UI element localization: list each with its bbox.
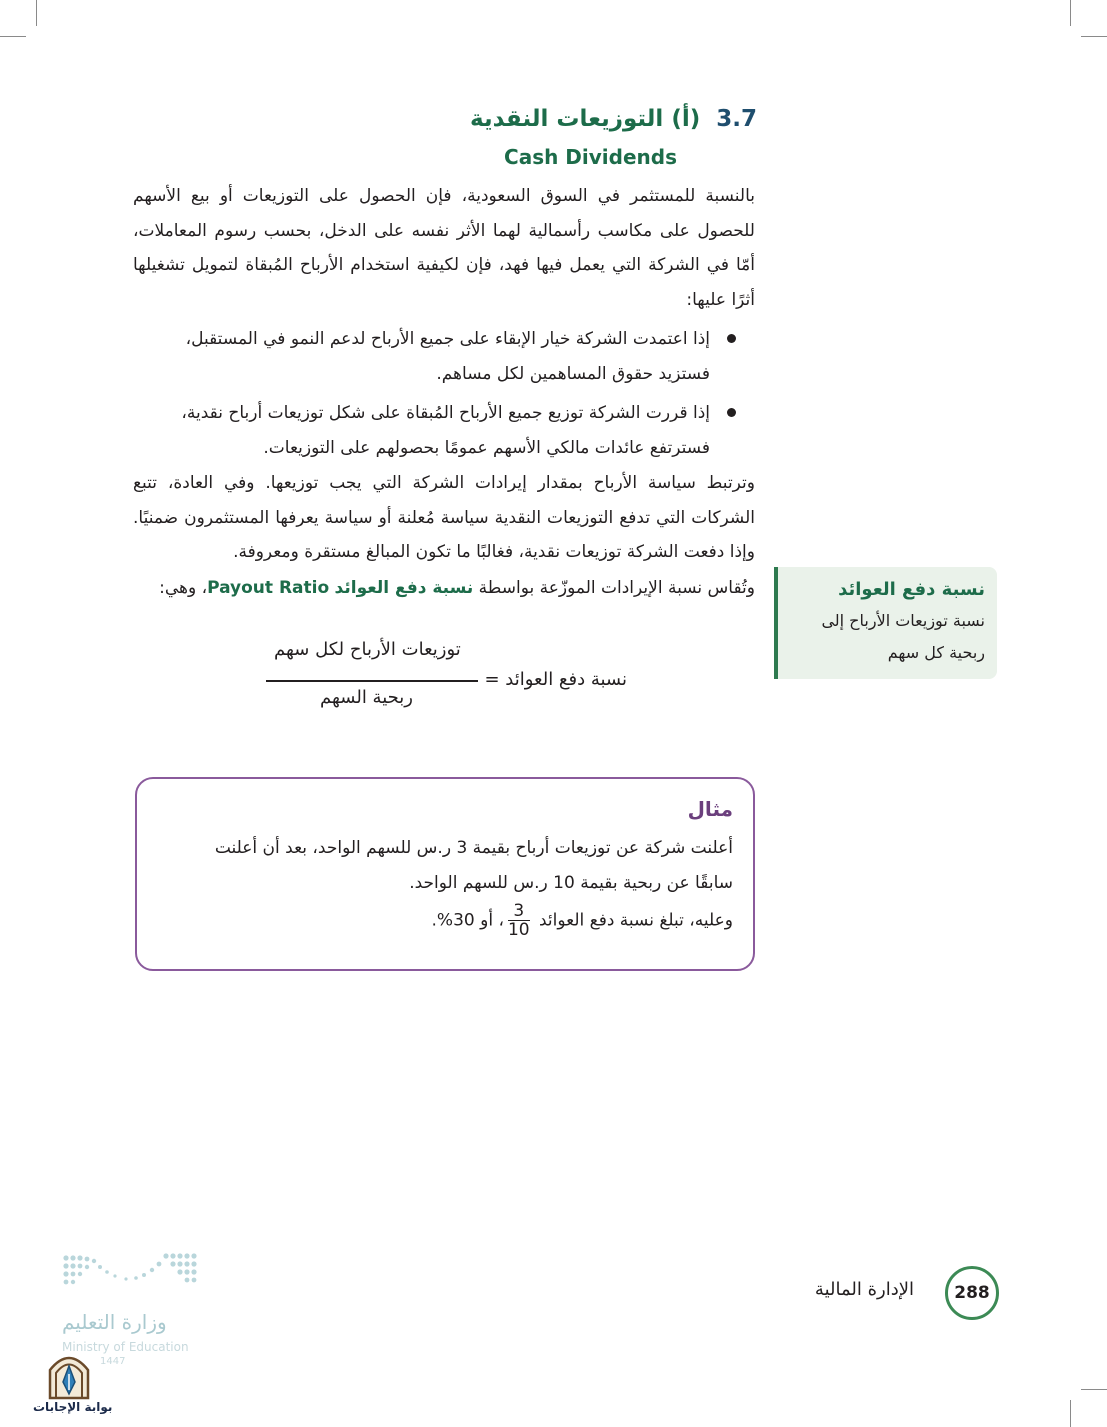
bullet-dot-icon (727, 408, 736, 417)
page-number-badge (945, 1266, 999, 1320)
example-line-3-after: ، أو 30%. (431, 910, 504, 931)
answers-portal-logo-icon (46, 1348, 92, 1400)
bullet-text: إذا قررت الشركة توزيع جميع الأرباح المُبقاة على شكل توزيعات أرباح نقدية، فسترتفع عائدات مالكي الأسهم عمومًا بحصولهم على التوزيعات. (181, 403, 710, 458)
payout-term-en: Payout Ratio (207, 578, 330, 598)
ratio-sentence-after: ، وهي: (159, 578, 208, 598)
crop-mark (1070, 1400, 1071, 1427)
ministry-name-ar: وزارة التعليم (62, 1310, 167, 1334)
crop-mark (1070, 0, 1071, 26)
example-fraction-denominator: 10 (507, 920, 530, 940)
crop-mark (1081, 1389, 1107, 1390)
bullet-text: إذا اعتمدت الشركة خيار الإبقاء على جميع الأرباح لدعم النمو في المستقبل، فستزيد حقوق المساهمين لكل مساهم. (185, 329, 710, 384)
example-fraction-numerator: 3 (508, 902, 530, 921)
payout-term-ar: نسبة دفع العوائد (334, 578, 474, 598)
sidebar-definition: نسبة توزيعات الأرباح إلى ربحية كل سهم (821, 611, 985, 662)
definition-sidebar (774, 567, 997, 679)
section-title-ar: (أ) التوزيعات النقدية (470, 106, 701, 132)
bullet-item (135, 396, 710, 466)
ministry-logo-icon (60, 1252, 200, 1292)
example-line-3 (432, 902, 734, 939)
ministry-name-en: Ministry of Education (62, 1340, 189, 1354)
example-title: مثال (687, 797, 733, 821)
bullet-dot-icon (727, 334, 736, 343)
crop-mark (1081, 36, 1107, 37)
book-title: الإدارة المالية (814, 1279, 914, 1300)
ratio-sentence (133, 571, 755, 606)
ratio-sentence-before: وتُقاس نسبة الإيرادات الموزّعة بواسطة (473, 578, 755, 598)
formula-numerator: توزيعات الأرباح لكل سهم (274, 639, 461, 660)
formula-denominator: ربحية السهم (320, 687, 413, 708)
example-line-3-before: وعليه، تبلغ نسبة دفع العوائد (538, 910, 733, 931)
answers-portal-label: بوابة الإجابات (33, 1400, 113, 1414)
sidebar-term: نسبة دفع العوائد (838, 579, 985, 600)
page-number: 288 (954, 1283, 990, 1303)
crop-mark (36, 0, 37, 26)
example-line-1: أعلنت شركة عن توزيعات أرباح بقيمة 3 ر.س للسهم الواحد، بعد أن أعلنت (214, 838, 733, 858)
section-heading (470, 106, 757, 132)
ministry-year: 1447 (100, 1356, 126, 1367)
policy-paragraph: وترتبط سياسة الأرباح بمقدار إيرادات الشركة التي يجب توزيعها. وفي العادة، تتبع الشركات التي تدفع التوزيعات النقدية سياسة مُعلنة أو سياسة يعرفها المستثمرون ضمنيًا. وإذا دفعت الشركة توزيعات نقدية، فغالبًا ما تكون المبالغ مستقرة ومعروفة. (133, 473, 755, 562)
intro-paragraph: بالنسبة للمستثمر في السوق السعودية، فإن الحصول على التوزيعات أو بيع الأسهم للحصول على مكاسب رأسمالية لهما الأثر نفسه على الدخل، بحسب رسوم المعاملات، أمّا في الشركة التي يعمل فيها فهد، فإن لكيفية استخدام الأرباح المُبقاة لتمويل تشغيلها أثرًا عليها: (133, 186, 755, 310)
formula-fraction-line (266, 680, 478, 682)
example-line-2: سابقًا عن ربحية بقيمة 10 ر.س للسهم الواحد. (409, 873, 733, 893)
section-title-en: Cash Dividends (504, 145, 677, 169)
example-fraction (508, 902, 530, 939)
section-number: 3.7 (716, 106, 757, 132)
bullet-item (135, 322, 710, 392)
crop-mark (0, 36, 26, 37)
formula-label: نسبة دفع العوائد = (484, 669, 627, 690)
